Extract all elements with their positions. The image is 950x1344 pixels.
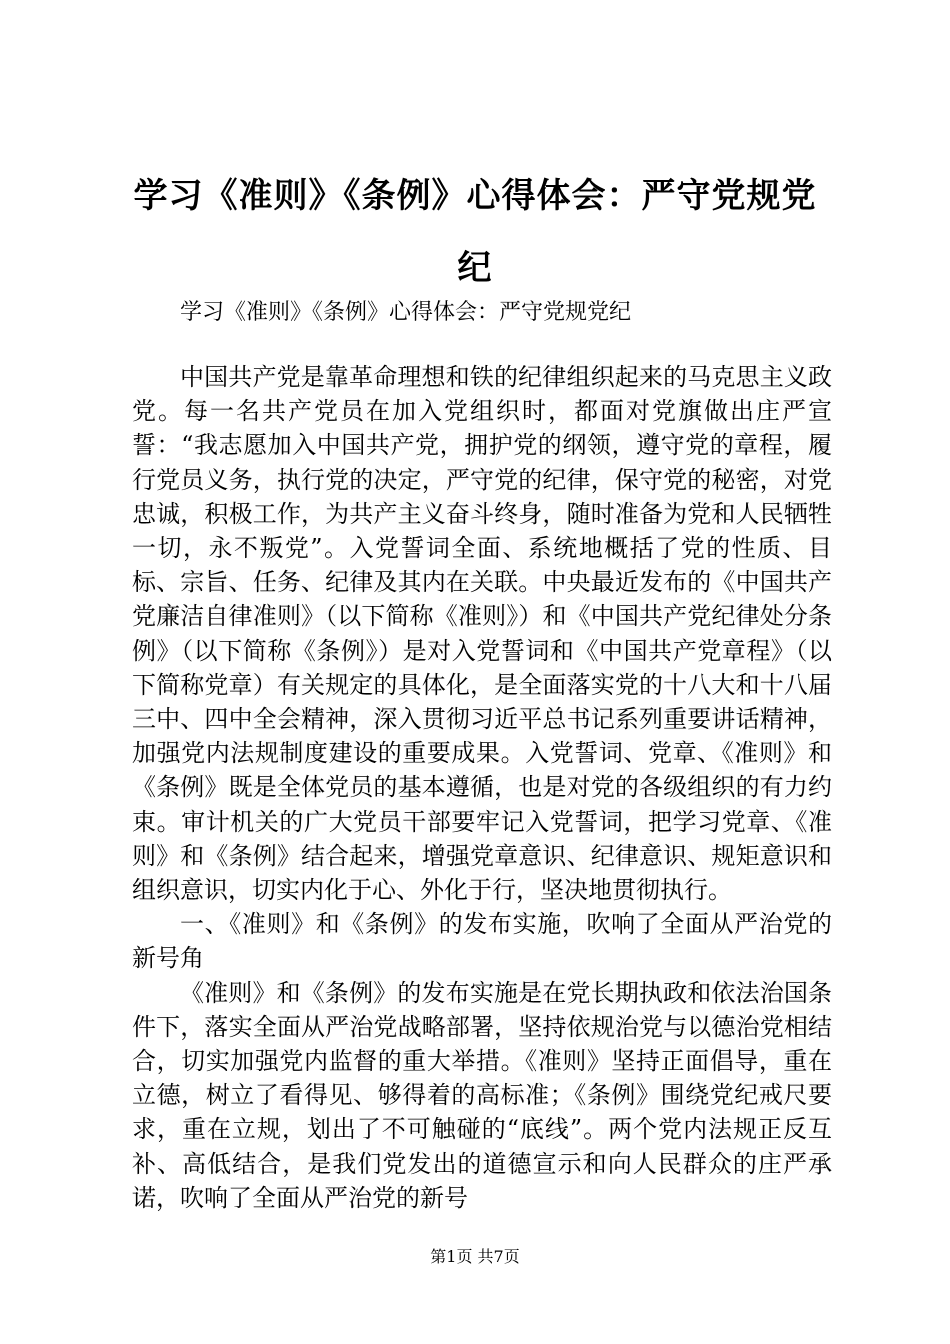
document-subtitle: 学习《准则》《条例》心得体会：严守党规党纪: [180, 300, 632, 325]
page-number-footer: 第1页 共7页: [430, 1247, 520, 1266]
paragraph-intro: 中国共产党是靠革命理想和铁的纪律组织起来的马克思主义政党。每一名共产党员在加入党组织时，都面对党旗做出庄严宣誓：“我志愿加入中国共产党，拥护党的纲领，遵守党的章程，履行党员义务，执行党的决定，严守党的纪律，保守党的秘密，对党忠诚，积极工作，为共产主义奋斗终身，随时准备为党和人民牺牲一切，永不叛党”。入党誓词全面、系统地概括了党的性质、目标、宗旨、任务、纪律及其内在关联。中央最近发布的《中国共产党廉洁自律准则》（以下简称《准则》）和《中国共产党纪律处分条例》（以下简称《条例》）是对入党誓词和《中国共产党章程》（以下简称党章）有关规定的具体化，是全面落实党的十八大和十八届三中、四中全会精神，深入贯彻习近平总书记系列重要讲话精神，加强党内法规制度建设的重要成果。入党誓词、党章、《准则》和《条例》既是全体党员的基本遵循，也是对党的各级组织的有力约束。审计机关的广大党员干部要牢记入党誓词，把学习党章、《准则》和《条例》结合起来，增强党章意识、纪律意识、规矩意识和组织意识，切实内化于心、外化于行，坚决地贯彻执行。: [132, 363, 832, 905]
section-heading-1: 一、《准则》和《条例》的发布实施，吹响了全面从严治党的新号角: [132, 910, 832, 973]
document-title: 学习《准则》《条例》心得体会：严守党规党纪: [133, 176, 817, 288]
paragraph-section-1: 《准则》和《条例》的发布实施是在党长期执政和依法治国条件下，落实全面从严治党战略部署，坚持依规治党与以德治党相结合，切实加强党内监督的重大举措。《准则》坚持正面倡导，重在立德，树立了看得见、够得着的高标准；《条例》围绕党纪戒尺要求，重在立规，划出了不可触碰的“底线”。两个党内法规正反互补、高低结合，是我们党发出的道德宣示和向人民群众的庄严承诺，吹响了全面从严治党的新号: [132, 978, 832, 1212]
document-body: [132, 360, 832, 1215]
